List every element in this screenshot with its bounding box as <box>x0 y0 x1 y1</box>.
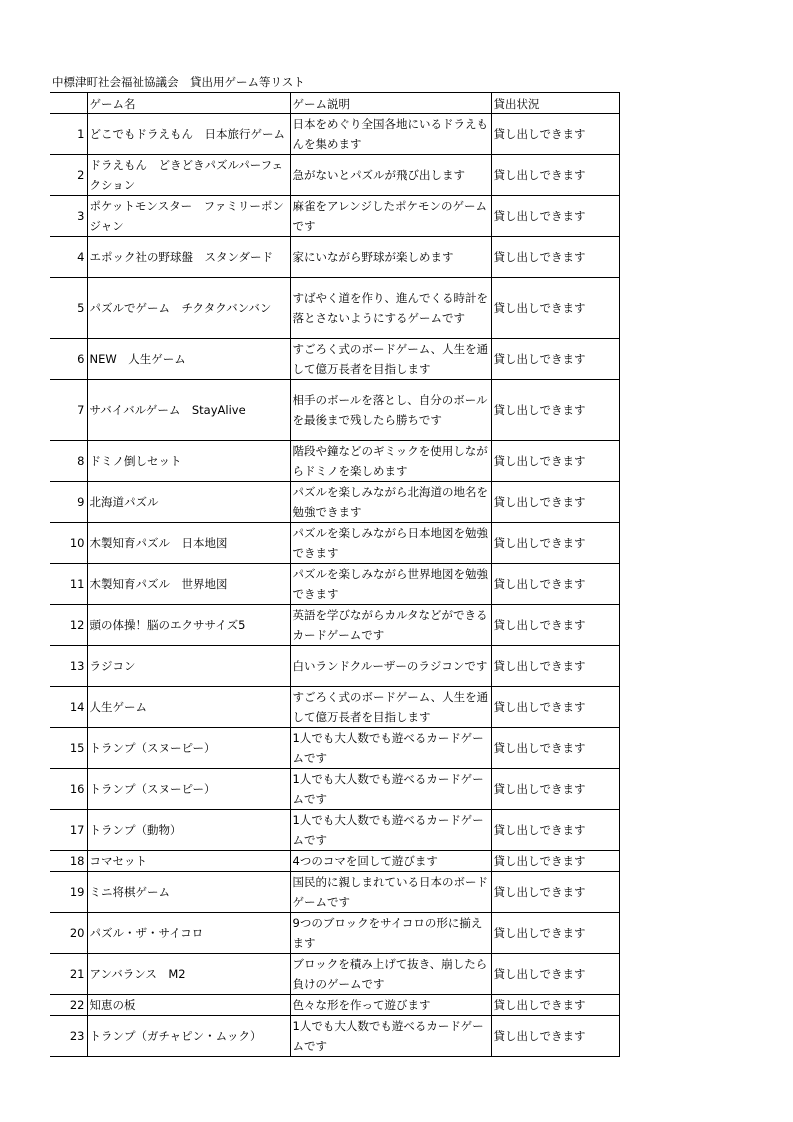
row-number: 2 <box>50 155 87 196</box>
game-name-cell: ドミノ倒しセット <box>87 441 290 482</box>
lending-status-cell: 貸し出しできます <box>491 605 619 646</box>
table-row <box>50 954 619 995</box>
table-row <box>50 380 619 441</box>
lending-status-cell: 貸し出しできます <box>491 646 619 687</box>
game-description-cell: 家にいながら野球が楽しめます <box>290 237 491 278</box>
lending-status-cell: 貸し出しできます <box>491 687 619 728</box>
row-number: 17 <box>50 810 87 851</box>
row-number: 7 <box>50 380 87 441</box>
game-name-cell: トランプ（スヌーピー） <box>87 728 290 769</box>
game-description-cell: パズルを楽しみながら日本地図を勉強できます <box>290 523 491 564</box>
game-name-cell: 知恵の板 <box>87 995 290 1016</box>
lending-status-cell: 貸し出しできます <box>491 872 619 913</box>
lending-status-cell: 貸し出しできます <box>491 728 619 769</box>
row-number: 13 <box>50 646 87 687</box>
row-number: 20 <box>50 913 87 954</box>
game-name-cell: サバイバルゲーム StayAlive <box>87 380 290 441</box>
row-number: 22 <box>50 995 87 1016</box>
lending-status-cell: 貸し出しできます <box>491 564 619 605</box>
lending-status-cell: 貸し出しできます <box>491 523 619 564</box>
table-row <box>50 196 619 237</box>
game-description-cell: 英語を学びながらカルタなどができるカードゲームです <box>290 605 491 646</box>
row-number: 12 <box>50 605 87 646</box>
lending-status-cell: 貸し出しできます <box>491 995 619 1016</box>
game-name-cell: 北海道パズル <box>87 482 290 523</box>
row-number: 6 <box>50 339 87 380</box>
game-name-cell: ドラえもん どきどきパズルパーフェクション <box>87 155 290 196</box>
header-lending-status: 貸出状況 <box>491 93 619 114</box>
game-description-cell: すごろく式のボードゲーム、人生を通して億万長者を目指します <box>290 687 491 728</box>
game-description-cell: 色々な形を作って遊びます <box>290 995 491 1016</box>
table-row <box>50 114 619 155</box>
lending-status-cell: 貸し出しできます <box>491 482 619 523</box>
game-description-cell: すごろく式のボードゲーム、人生を通して億万長者を目指します <box>290 339 491 380</box>
lending-status-cell: 貸し出しできます <box>491 114 619 155</box>
game-name-cell: トランプ（スヌーピー） <box>87 769 290 810</box>
row-number: 16 <box>50 769 87 810</box>
row-number: 19 <box>50 872 87 913</box>
game-name-cell: トランプ（動物） <box>87 810 290 851</box>
game-name-cell: NEW 人生ゲーム <box>87 339 290 380</box>
lending-status-cell: 貸し出しできます <box>491 380 619 441</box>
game-description-cell: パズルを楽しみながら北海道の地名を勉強できます <box>290 482 491 523</box>
lending-status-cell: 貸し出しできます <box>491 913 619 954</box>
lending-status-cell: 貸し出しできます <box>491 339 619 380</box>
game-name-cell: 頭の体操！脳のエクササイズ5 <box>87 605 290 646</box>
table-row <box>50 913 619 954</box>
row-number: 5 <box>50 278 87 339</box>
row-number: 14 <box>50 687 87 728</box>
lending-status-cell: 貸し出しできます <box>491 237 619 278</box>
header-game-description: ゲーム説明 <box>290 93 491 114</box>
game-description-cell: 1人でも大人数でも遊べるカードゲームです <box>290 810 491 851</box>
row-number: 15 <box>50 728 87 769</box>
table-row <box>50 237 619 278</box>
lending-status-cell: 貸し出しできます <box>491 278 619 339</box>
game-description-cell: 麻雀をアレンジしたポケモンのゲームです <box>290 196 491 237</box>
game-name-cell: どこでもドラえもん 日本旅行ゲーム <box>87 114 290 155</box>
lending-status-cell: 貸し出しできます <box>491 851 619 872</box>
game-description-cell: 相手のボールを落とし、自分のボールを最後まで残したら勝ちです <box>290 380 491 441</box>
game-description-cell: 国民的に親しまれている日本のボードゲームです <box>290 872 491 913</box>
table-row <box>50 810 619 851</box>
row-number: 23 <box>50 1016 87 1057</box>
table-row <box>50 523 619 564</box>
game-name-cell: コマセット <box>87 851 290 872</box>
row-number: 11 <box>50 564 87 605</box>
table-header-row <box>50 93 619 114</box>
table-row <box>50 769 619 810</box>
game-name-cell: ラジコン <box>87 646 290 687</box>
game-name-cell: エポック社の野球盤 スタンダード <box>87 237 290 278</box>
header-number <box>50 93 87 114</box>
row-number: 21 <box>50 954 87 995</box>
game-name-cell: 人生ゲーム <box>87 687 290 728</box>
table-row <box>50 872 619 913</box>
row-number: 3 <box>50 196 87 237</box>
game-name-cell: ポケットモンスター ファミリーポンジャン <box>87 196 290 237</box>
table-row <box>50 728 619 769</box>
game-description-cell: 9つのブロックをサイコロの形に揃えます <box>290 913 491 954</box>
game-list-table <box>50 92 620 1057</box>
lending-status-cell: 貸し出しできます <box>491 954 619 995</box>
table-row <box>50 155 619 196</box>
row-number: 9 <box>50 482 87 523</box>
row-number: 8 <box>50 441 87 482</box>
lending-status-cell: 貸し出しできます <box>491 196 619 237</box>
game-description-cell: 1人でも大人数でも遊べるカードゲームです <box>290 769 491 810</box>
table-row <box>50 441 619 482</box>
game-description-cell: 階段や鐘などのギミックを使用しながらドミノを楽しめます <box>290 441 491 482</box>
game-description-cell: 白いランドクルーザーのラジコンです <box>290 646 491 687</box>
game-description-cell: ブロックを積み上げて抜き、崩したら負けのゲームです <box>290 954 491 995</box>
game-name-cell: 木製知育パズル 世界地図 <box>87 564 290 605</box>
lending-status-cell: 貸し出しできます <box>491 1016 619 1057</box>
lending-status-cell: 貸し出しできます <box>491 441 619 482</box>
game-name-cell: アンバランス M2 <box>87 954 290 995</box>
game-description-cell: パズルを楽しみながら世界地図を勉強できます <box>290 564 491 605</box>
table-row <box>50 851 619 872</box>
game-name-cell: パズルでゲーム チクタクバンバン <box>87 278 290 339</box>
game-description-cell: すばやく道を作り、進んでくる時計を落とさないようにするゲームです <box>290 278 491 339</box>
table-row <box>50 1016 619 1057</box>
game-description-cell: 急がないとパズルが飛び出します <box>290 155 491 196</box>
game-description-cell: 1人でも大人数でも遊べるカードゲームです <box>290 728 491 769</box>
table-row <box>50 995 619 1016</box>
table-row <box>50 687 619 728</box>
lending-status-cell: 貸し出しできます <box>491 810 619 851</box>
game-description-cell: 4つのコマを回して遊びます <box>290 851 491 872</box>
header-game-name: ゲーム名 <box>87 93 290 114</box>
table-row <box>50 278 619 339</box>
row-number: 1 <box>50 114 87 155</box>
row-number: 18 <box>50 851 87 872</box>
game-name-cell: パズル・ザ・サイコロ <box>87 913 290 954</box>
game-description-cell: 1人でも大人数でも遊べるカードゲームです <box>290 1016 491 1057</box>
game-name-cell: トランプ（ガチャピン・ムック） <box>87 1016 290 1057</box>
document-title: 中標津町社会福祉協議会 貸出用ゲーム等リスト <box>52 75 305 89</box>
table-row <box>50 646 619 687</box>
table-row <box>50 339 619 380</box>
table-row <box>50 564 619 605</box>
lending-status-cell: 貸し出しできます <box>491 155 619 196</box>
table-row <box>50 605 619 646</box>
game-name-cell: ミニ将棋ゲーム <box>87 872 290 913</box>
lending-status-cell: 貸し出しできます <box>491 769 619 810</box>
row-number: 4 <box>50 237 87 278</box>
row-number: 10 <box>50 523 87 564</box>
table-row <box>50 482 619 523</box>
game-name-cell: 木製知育パズル 日本地図 <box>87 523 290 564</box>
game-description-cell: 日本をめぐり全国各地にいるドラえもんを集めます <box>290 114 491 155</box>
